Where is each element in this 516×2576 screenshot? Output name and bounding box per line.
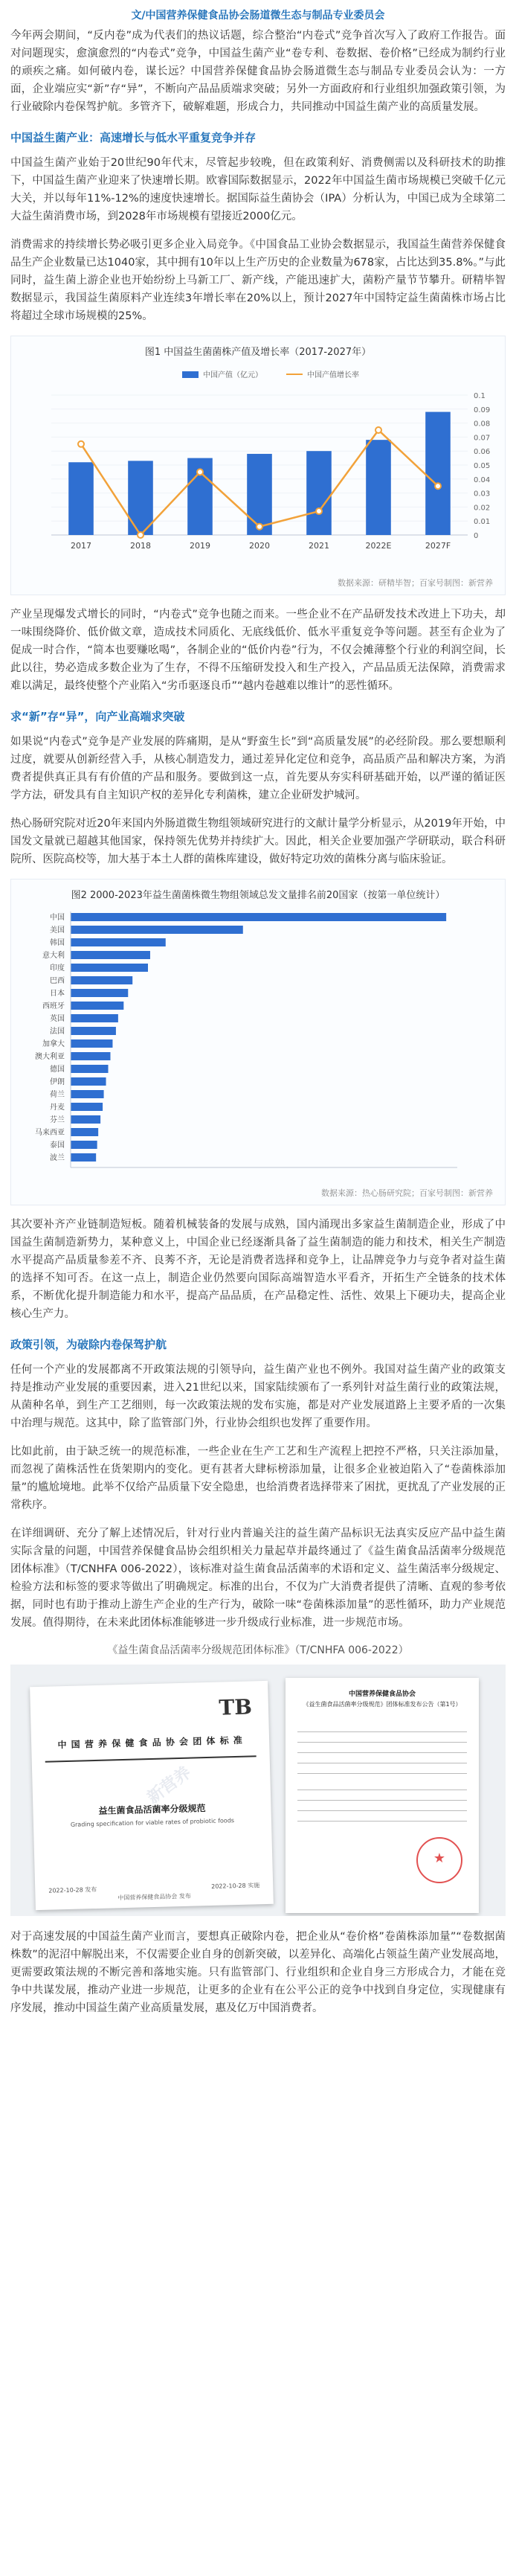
- text-line: [297, 1810, 467, 1811]
- publish-date: 2022-10-28 发布: [48, 1885, 97, 1894]
- intro-paragraph: 今年两会期间，“反内卷”成为代表们的热议话题，综合整治“内卷式”竞争首次写入了政府工作报告。面对问题现实，愈演愈烈的“内卷式”竞争，中国益生菌产业“卷专利、卷数据、卷价格”已经成为制约行业的顽疾之痛。如何破内卷，谋长远？中国营养保健食品协会肠道微生态与制品专业委员会认为：一方面，企业端应实“新”存“异”，不断向产品品质端求突破；另外一方面政府和行业组织加强政策引领，为行业破除内卷保驾护航。多管齐下，破解难题，形成合力，共同推动中国益生菌产业的高质量发展。: [10, 30, 506, 113]
- text-line: [297, 1731, 467, 1732]
- divider: [45, 1755, 257, 1762]
- y2-tick-label: 0.1: [474, 392, 486, 400]
- y2-tick-label: 0.06: [474, 448, 491, 457]
- bar: [247, 454, 272, 535]
- bar: [71, 964, 148, 972]
- standard-title: 益生菌食品活菌率分级规范: [98, 1803, 206, 1816]
- growth-point: [316, 508, 322, 514]
- y2-tick-label: 0: [474, 532, 479, 540]
- y-tick-label: 巴西: [50, 977, 65, 985]
- y-tick-label: 西班牙: [42, 1002, 65, 1010]
- y2-tick-label: 0.01: [474, 518, 491, 527]
- chart-2: [11, 901, 505, 1184]
- y2-tick-label: 0.05: [474, 462, 491, 470]
- x-tick-label: 2022E: [365, 541, 392, 551]
- bar: [71, 1141, 97, 1149]
- chart-1-title: 图1 中国益生菌菌株产值及增长率（2017-2027年）: [144, 347, 372, 358]
- y-tick-label: 波兰: [50, 1154, 65, 1162]
- y-tick-label: 英国: [50, 1015, 65, 1023]
- bar: [71, 989, 128, 997]
- closing-paragraph: 对于高速发展的中国益生菌产业而言，要想真正破除内卷，把企业从“卷价格”卷菌株添加量”“卷数据菌株数”的泥沼中解脱出来，不仅需要企业自身的创新突破，以差异化、高端化占领益生菌产业发展高地，更需要政策法规的不断完善和落地实施。只有监管部门、行业组织和企业自身三方形成合力，才能在竞争中共谋发展，推动产业进一步规范，让更多的企业有在公平公正的竞争中找到自身定位，实现健康有序发展，推动中国益生菌产业高质量发展，惠及亿万中国消费者。: [10, 1931, 506, 2014]
- text-line: [297, 1773, 467, 1774]
- y-tick-label: 伊朗: [50, 1078, 65, 1086]
- y-tick-label: 马来西亚: [35, 1129, 65, 1137]
- section3-paragraph-3: 在详细调研、充分了解上述情况后，针对行业内普遍关注的益生菌产品标识无法真实反应产品中益生菌实际含量的问题，中国营养保健食品协会组织相关力量起草并最终通过了《益生菌食品活菌率分级规范团体标准》（T/CNHFA 006-2022），该标准对益生菌食品活菌率的术语和定义、益生菌活率分级规定、检验方法和标签的要求等做出了明确规定。标准的出台，不仅为广大消费者提供了清晰、直观的参考依据，同时也有助于推动上游生产企业的生产行为，破除一味“卷菌株添加量”的恶性循环，助力产业规范发展。值得期待，在未来此团体标准能够进一步升级成行业标准，进一步规范市场。: [10, 1528, 506, 1629]
- y-tick-label: 荷兰: [50, 1091, 65, 1099]
- section-heading-2: 求“新”存“异”，向产业高端求突破: [10, 710, 185, 723]
- growth-point: [197, 469, 203, 475]
- bar: [71, 1014, 118, 1022]
- tb-logo: TB: [218, 1694, 253, 1720]
- bar: [71, 1002, 123, 1010]
- section-heading-1: 中国益生菌产业：高速增长与低水平重复竞争并存: [10, 131, 257, 144]
- growth-point: [138, 532, 143, 538]
- chart-2-figure: [10, 879, 506, 1205]
- legend-label: 中国产值（亿元）: [203, 371, 262, 379]
- legend-swatch-bar: [182, 371, 199, 378]
- bar: [425, 412, 451, 535]
- bar: [71, 1103, 103, 1111]
- bar: [306, 451, 332, 535]
- y-tick-label: 澳大利亚: [35, 1053, 65, 1061]
- x-tick-label: 2018: [130, 541, 151, 551]
- text-line: [297, 1742, 467, 1743]
- y-tick-label: 法国: [50, 1028, 65, 1036]
- x-tick-label: 2027F: [425, 541, 451, 551]
- bar: [68, 462, 94, 535]
- x-tick-label: 2020: [249, 541, 270, 551]
- byline: 文/中国营养保健食品协会肠道微生态与制品专业委员会: [131, 10, 385, 22]
- section2-paragraph-3: 其次要补齐产业链制造短板。随着机械装备的发展与成熟，国内涌现出多家益生菌制造企业，形成了中国益生菌制造新势力，某种意义上，中国企业已经逐渐具备了益生菌制造的能力和技术，相关生产制造水平提高产品质量参差不齐、良莠不齐，无论是消费者选择和竞争上，让品牌竞争力与竞争者对益生菌的选择不知可否。在这一点上，制造企业仍然要向国际高端智造水平看齐，开拓生产全链条的技术体系，不断优化提升制造能力和水平，提高产品品质，在产品稳定性、活性、效果上下硬功夫，提高企业核心生产力。: [10, 1219, 506, 1320]
- bar: [71, 926, 243, 934]
- section3-paragraph-1: 任何一个产业的发展都离不开政策法规的引领导向，益生菌产业也不例外。我国对益生菌产业的政策支持是推动产业发展的重要因素，进入21世纪以来，国家陆续颁布了一系列针对益生菌行业的政策法规，从菌种名单，到生产工艺细则，每一次政策法规的发布实施，都是对产业发展道路上主要矛盾的一次集中治理与规范。这其中，除了监管部门外，行业协会组织也发挥了重要作用。: [10, 1364, 506, 1429]
- chart-2-source: 数据来源：热心肠研究院；百家号制图：新营养: [321, 1188, 493, 1198]
- bar: [71, 1052, 110, 1060]
- y-tick-label: 加拿大: [42, 1040, 65, 1048]
- x-tick-label: 2021: [309, 541, 329, 551]
- bar: [71, 1027, 116, 1035]
- x-tick-label: 2017: [71, 541, 91, 551]
- y-tick-label: 泰国: [50, 1141, 65, 1150]
- legend-label: 中国产值增长率: [307, 371, 359, 379]
- official-seal: [416, 1837, 462, 1883]
- y2-tick-label: 0.08: [474, 420, 491, 429]
- section1-paragraph-2: 消费需求的持续增长势必吸引更多企业入局竞争。《中国食品工业协会数据显示，我国益生菌营养保健食品生产企业数量已达1040家，其中拥有10年以上生产历史的企业数量为678家，占比达到35.8%。”与此同时，益生菌上游企业也开始纷纷上马新工厂、新产线，产能迅速扩大，菌粉产量节节攀升。研精毕智数据显示，我国益生菌原料产业连续3年增长率在20%以上，预计2027年中国特定益生菌菌株市场占比将超过全球市场规模的25%。: [10, 239, 506, 322]
- y-tick-label: 美国: [50, 926, 65, 935]
- text-line: [297, 1821, 467, 1822]
- standard-org: 中 国 营 养 保 健 食 品 协 会 团 体 标 准: [57, 1734, 243, 1751]
- standard-cover-page: [30, 1681, 274, 1910]
- bar: [71, 976, 132, 984]
- bar: [71, 1039, 112, 1048]
- y-tick-label: 芬兰: [50, 1116, 65, 1124]
- x-tick-label: 2019: [190, 541, 210, 551]
- y-tick-label: 德国: [50, 1066, 65, 1074]
- section2-paragraph-1: 如果说“内卷式”竞争是产业发展的阵痛期，是从“野蛮生长”到“高质量发展”的必经阶段。那么要想顺利过度，就要从创新经营入手，从核心制造发力，通过差异化定位和竞争，高品质产品和解决方案，为消费者提供真正具有有价值的产品和服务。要做到这一点，首先要从夯实科研基础开始，以严谨的循证医学方法，研发具有自主知识产权的差异化专利菌株，建立企业研发护城河。: [10, 736, 506, 801]
- y-tick-label: 中国: [50, 914, 65, 922]
- section3-paragraph-2: 比如此前，由于缺乏统一的规范标准，一些企业在生产工艺和生产流程上把控不严格，只关注添加量，而忽视了菌株活性在货架期内的变化。更有甚者大肆标榜添加量，让很多企业被迫陷入了“卷菌株添加量”的尴尬境地。此举不仅给产品质量下安全隐患，也给消费者选择带来了困扰，更扰乱了产业发展的正常秩序。: [10, 1446, 506, 1511]
- y-tick-label: 意大利: [42, 952, 65, 960]
- growth-point: [375, 427, 381, 433]
- standard-publisher: 中国营养保健食品协会 发布: [117, 1892, 191, 1902]
- bar: [71, 913, 446, 921]
- standard-subtitle: Grading specification for viable rates of probiotic foods: [70, 1817, 235, 1828]
- standard-caption: 《益生菌食品活菌率分级规范团体标准》（T/CNHFA 006-2022）: [107, 1644, 409, 1656]
- bar: [366, 440, 391, 535]
- bar: [128, 461, 153, 535]
- announcement-title: 《益生菌食品活菌率分级规范》团体标准发布公告（第1号）: [303, 1701, 462, 1708]
- bar: [71, 938, 166, 946]
- growth-point: [78, 441, 84, 447]
- y-tick-label: 丹麦: [50, 1103, 65, 1112]
- bar: [71, 1153, 96, 1162]
- standard-document-image: [10, 1665, 506, 1916]
- watermark: 新营养: [143, 1763, 195, 1808]
- y-tick-label: 日本: [50, 990, 65, 998]
- announcement-org: 中国营养保健食品协会: [348, 1691, 416, 1698]
- y2-tick-label: 0.07: [474, 434, 491, 443]
- chart-1-figure: [10, 336, 506, 595]
- announcement-page: [286, 1678, 479, 1913]
- section-heading-3: 政策引领，为破除内卷保驾护航: [10, 1338, 167, 1351]
- chart-1-source: 数据来源：研精毕智；百家号制图：新营养: [338, 578, 493, 588]
- growth-point: [257, 524, 262, 530]
- bar: [71, 1065, 109, 1073]
- y2-tick-label: 0.03: [474, 490, 491, 499]
- bar: [71, 1115, 100, 1124]
- section1-paragraph-3: 产业呈现爆发式增长的同时，“内卷式”竞争也随之而来。一些企业不在产品研发技术改进上下功夫，却一味围绕降价、低价做文章，造成技术同质化、无底线低价、低水平重复竞争等问题。甚至有企业为了促成一时合作，“简本也要赚吆喝”，各制企业的“低价内卷”行为，不仅会摊薄整个行业的利润空间，长此以往，势必造成多数企业为了生存，不得不压缩研发投入和生产投入，产品品质无法保障，消费需求难以满足，最终使整个产业陷入“劣币驱逐良币”“越内卷越难以维计”的恶性循环。: [10, 609, 506, 692]
- y2-tick-label: 0.04: [474, 475, 491, 484]
- bar: [71, 951, 150, 959]
- text-line: [297, 1800, 467, 1801]
- y2-tick-label: 0.02: [474, 504, 491, 513]
- y2-tick-label: 0.09: [474, 406, 491, 414]
- chart-1: [11, 358, 505, 574]
- bar: [71, 1128, 98, 1136]
- bar: [71, 1077, 106, 1086]
- y-tick-label: 韩国: [50, 939, 65, 947]
- section2-paragraph-2: 热心肠研究院对近20年来国内外肠道微生物组领域研究进行的文献计量学分析显示，从2019年开始，中国发文量就已超越其他国家，保持领先优势并持续扩大。因此，相关企业要加强产学研联动，联合科研院所、医院高校等，加大基于本土人群的菌株库建设，做好特定功效的菌株分离与临床验证。: [10, 818, 506, 865]
- text-line: [297, 1752, 467, 1753]
- chart-2-title: 图2 2000-2023年益生菌菌株微生物组领域总发文量排名前20国家（按第一单位统计）: [71, 890, 445, 901]
- section1-paragraph-1: 中国益生菌产业始于20世纪90年代末，尽管起步较晚，但在政策利好、消费侧需以及科研技术的助推下，中国益生菌产业迎来了快速增长期。欧睿国际数据显示，2022年中国益生菌市场规模已突破千亿元大关，并以每年11%-12%的速度快速增长。据国际益生菌协会（IPA）分析认为，中国已成为全球第二大益生菌消费市场，到2028年市场规模有望接近2000亿元。: [10, 157, 506, 222]
- y-tick-label: 印度: [50, 964, 65, 973]
- effective-date: 2022-10-28 实施: [211, 1882, 260, 1890]
- bar: [71, 1090, 104, 1098]
- growth-point: [435, 483, 441, 489]
